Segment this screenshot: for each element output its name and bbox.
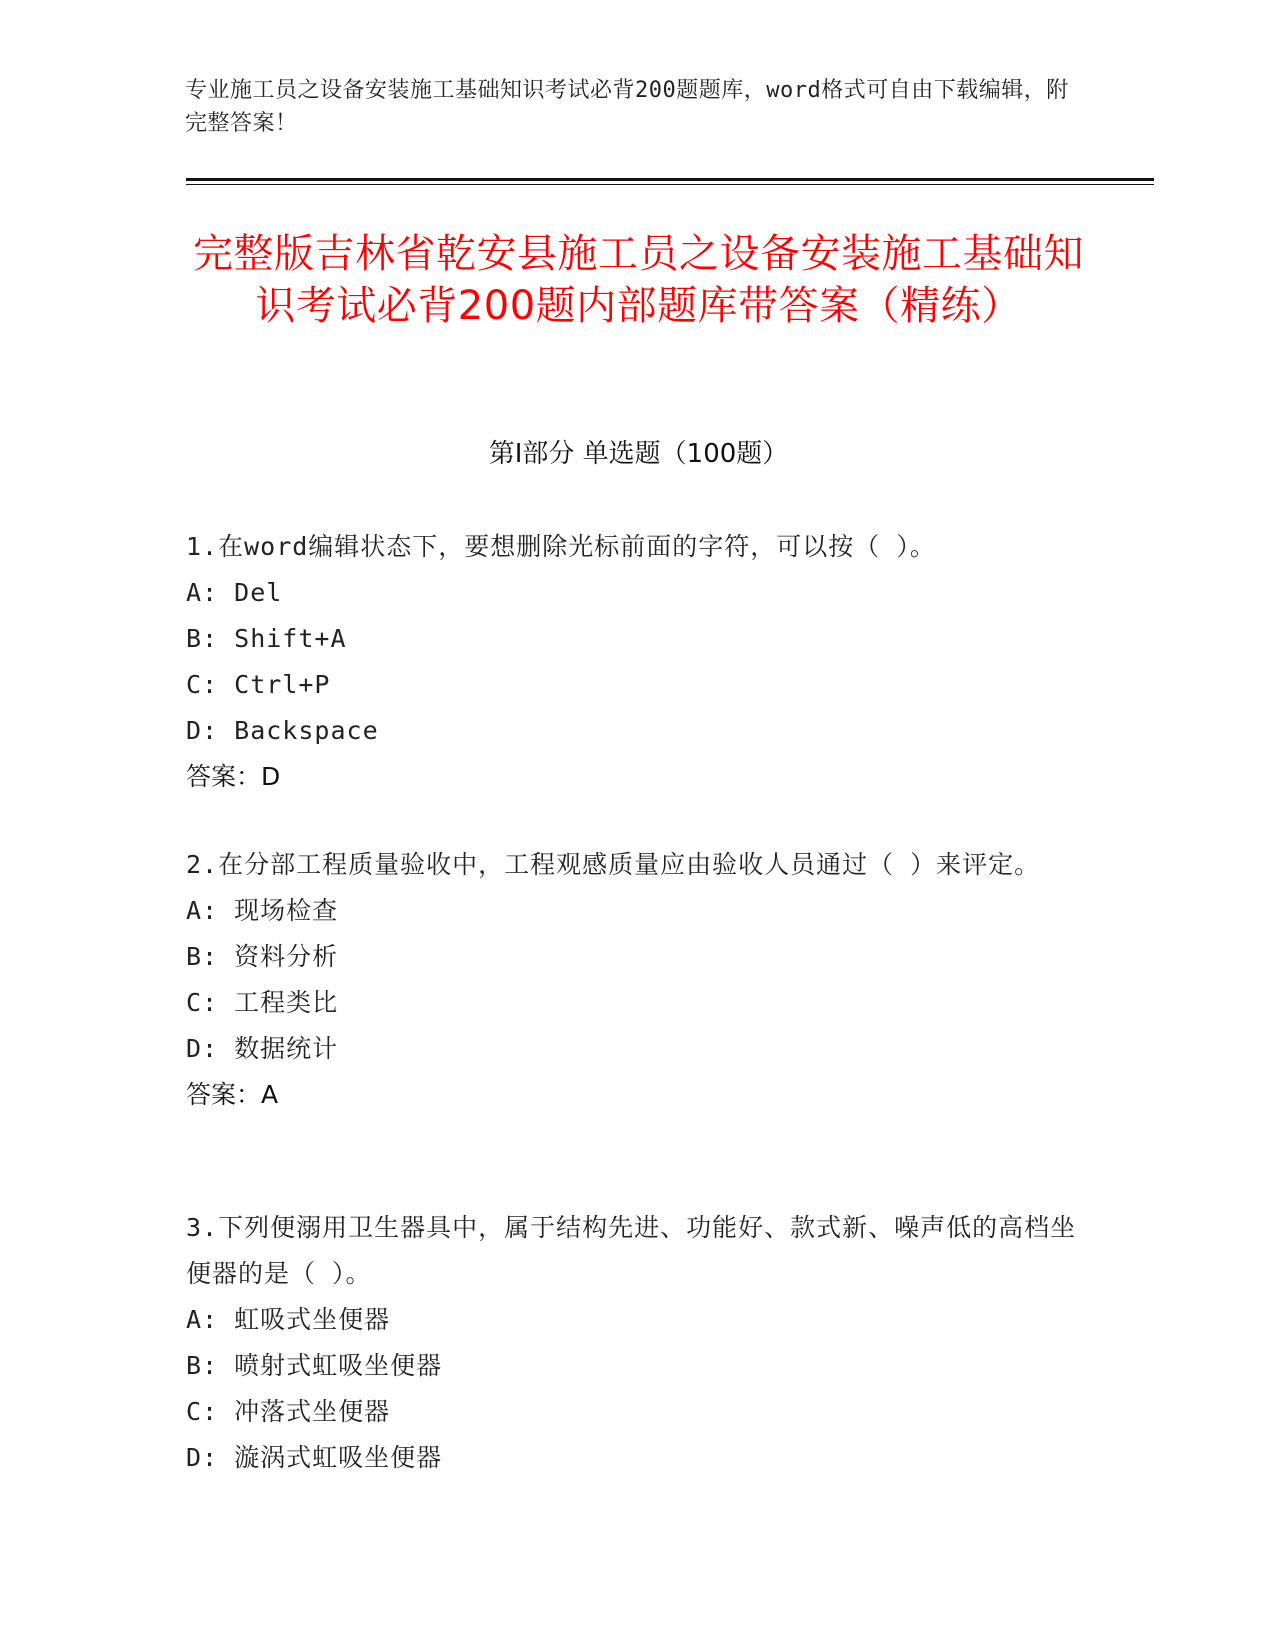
header-divider-thin [186, 184, 1154, 185]
question-2 [186, 842, 1091, 1118]
question-text: 2.在分部工程质量验收中，工程观感质量应由验收人员通过（ ）来评定。 [186, 850, 1041, 879]
option-a: A: 现场检查 [186, 896, 339, 925]
header-note: 专业施工员之设备安装施工基础知识考试必背200题题库，word格式可自由下载编辑，附完整答案！ [185, 78, 1069, 136]
option-d: D: 漩涡式虹吸坐便器 [186, 1443, 443, 1472]
option-b: B: 资料分析 [186, 942, 339, 971]
option-b: B: 喷射式虹吸坐便器 [186, 1351, 443, 1380]
answer: 答案：A [186, 1080, 279, 1109]
question-1 [186, 524, 1091, 800]
option-c: C: Ctrl+P [186, 670, 331, 699]
section-title: 第I部分 单选题（100题） [488, 439, 789, 469]
option-b: B: Shift+A [186, 624, 347, 653]
document-title: 完整版吉林省乾安县施工员之设备安装施工基础知识考试必背200题内部题库带答案（精练） [193, 231, 1084, 329]
option-d: D: 数据统计 [186, 1034, 339, 1063]
option-c: C: 冲落式坐便器 [186, 1397, 391, 1426]
option-d: D: Backspace [186, 716, 379, 745]
answer: 答案：D [186, 762, 281, 791]
question-text: 3.下列便溺用卫生器具中，属于结构先进、功能好、款式新、噪声低的高档坐便器的是（ ）。 [186, 1213, 1077, 1288]
option-a: A: Del [186, 578, 283, 607]
option-c: C: 工程类比 [186, 988, 339, 1017]
question-text: 1.在word编辑状态下，要想删除光标前面的字符，可以按（ ）。 [186, 532, 936, 561]
header-divider-thick [186, 178, 1154, 181]
question-3 [186, 1205, 1091, 1481]
option-a: A: 虹吸式坐便器 [186, 1305, 391, 1334]
